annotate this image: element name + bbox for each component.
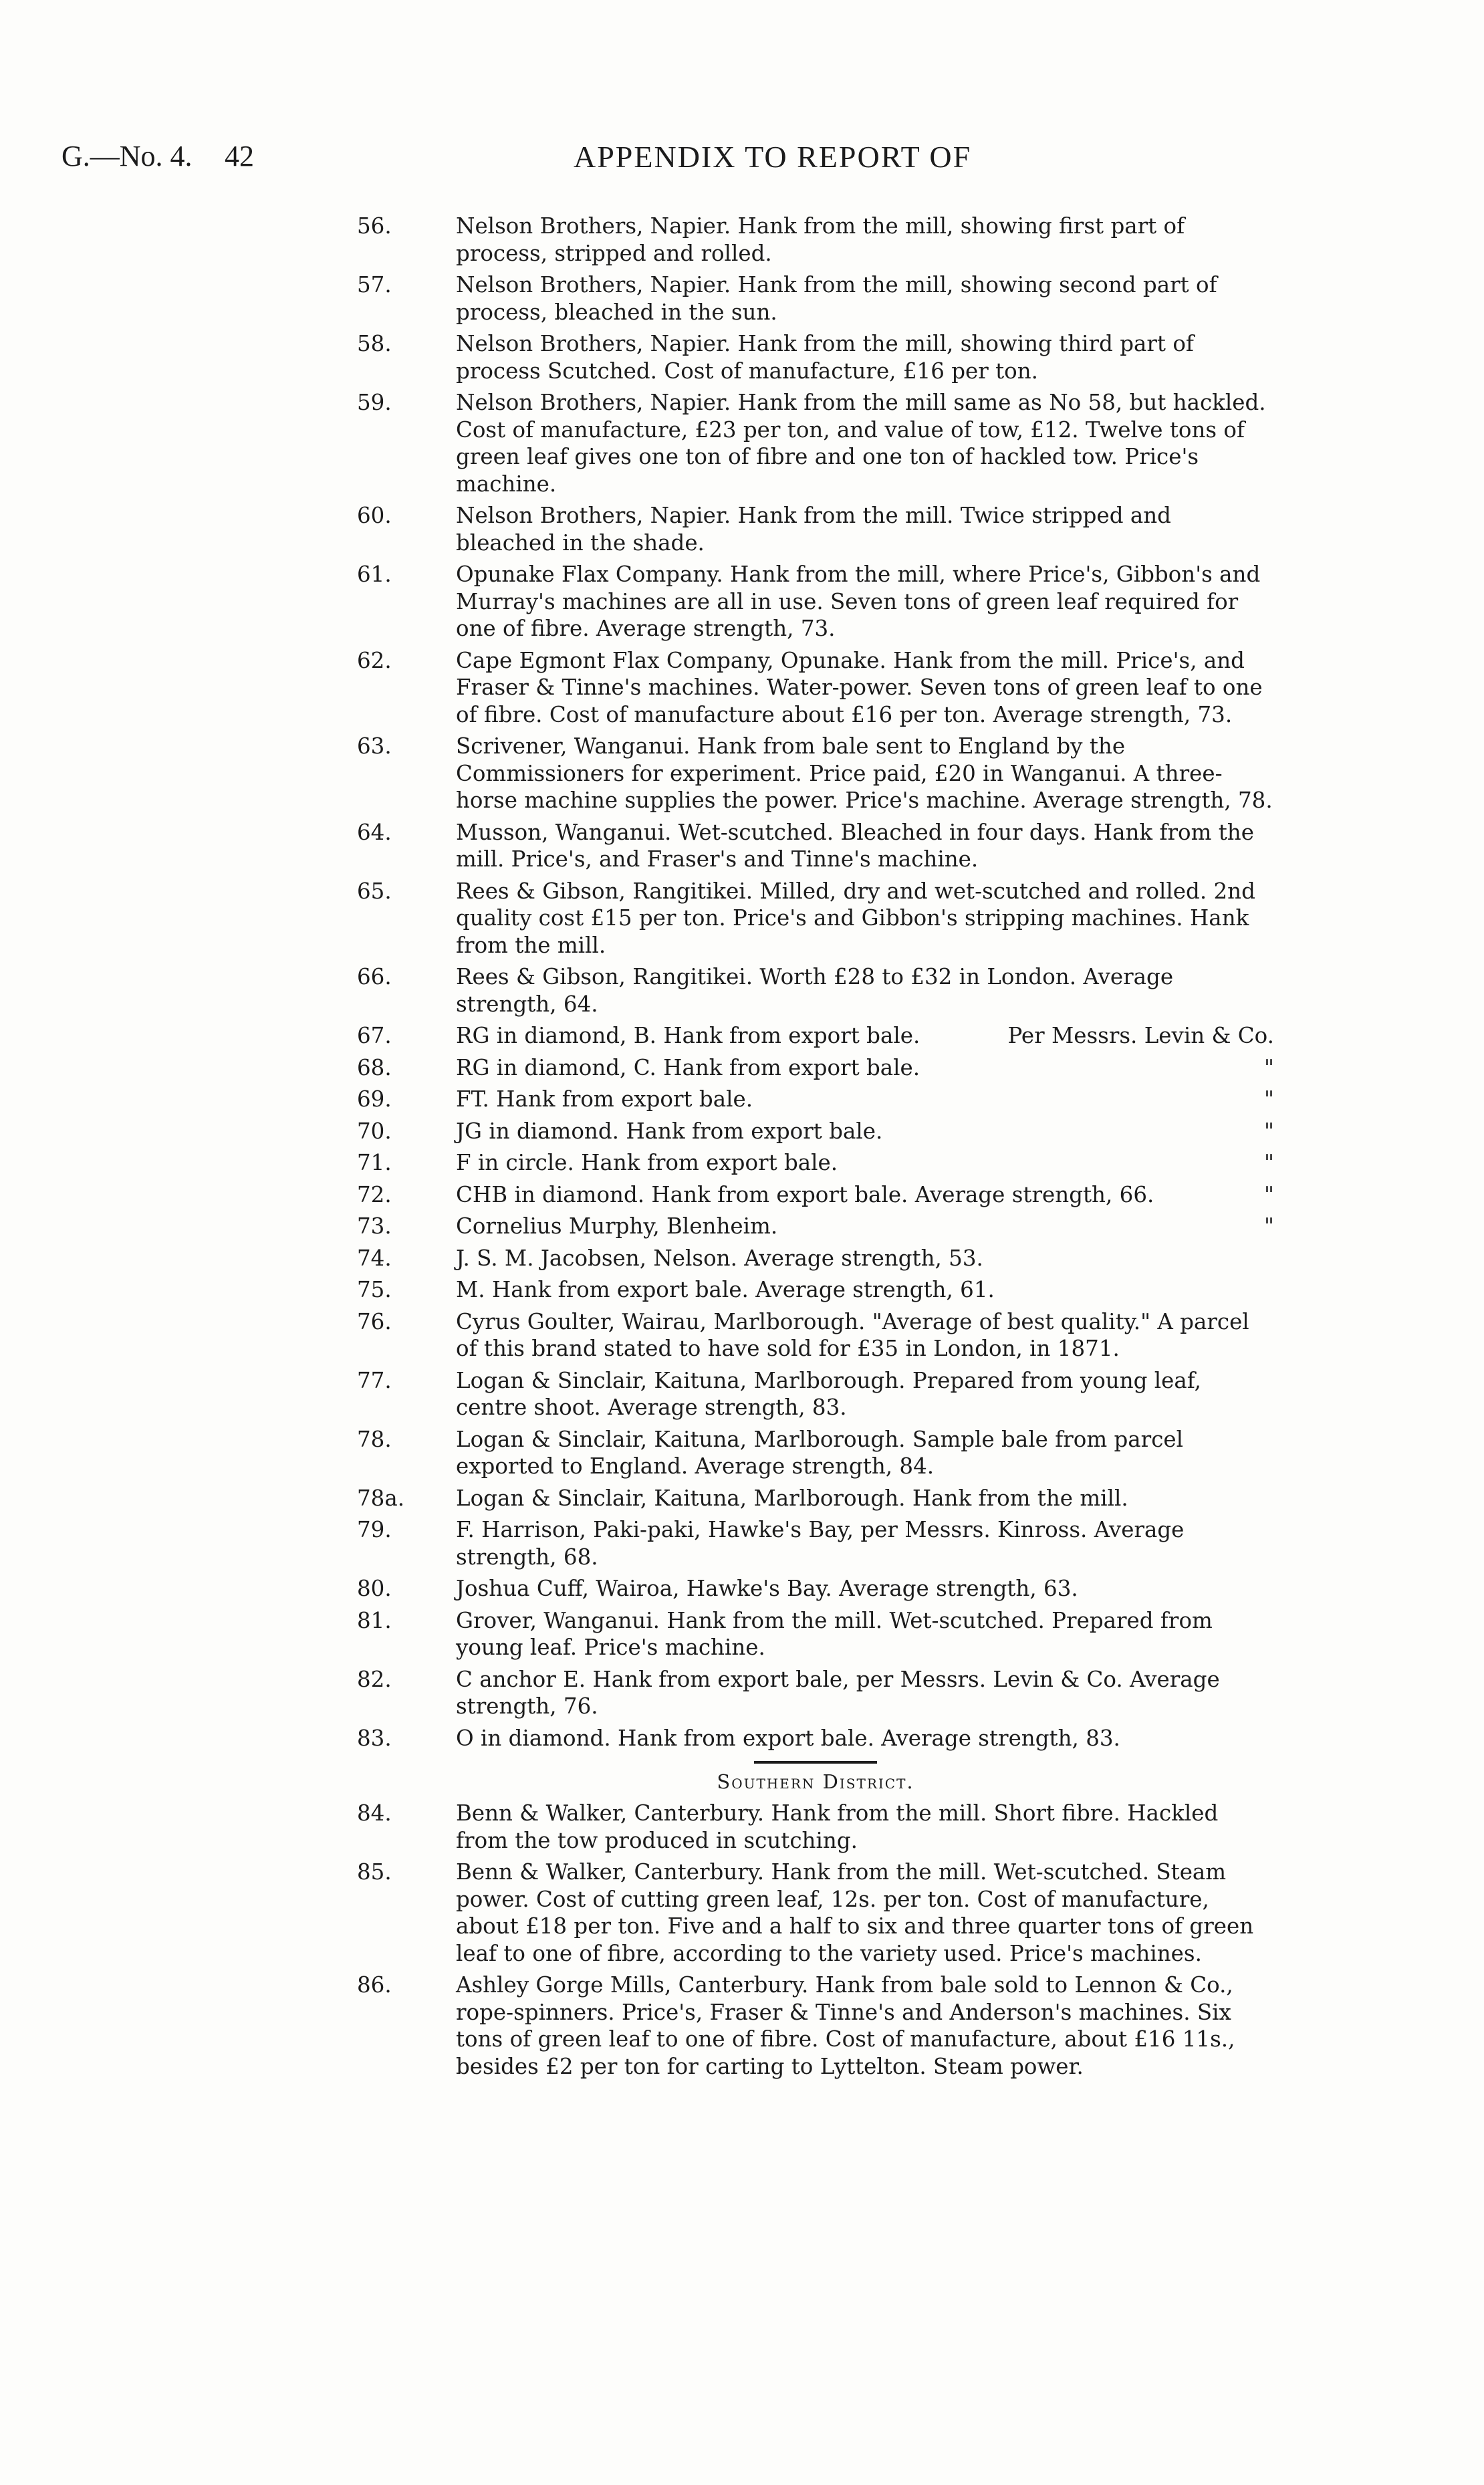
list-item (357, 1367, 1274, 1421)
list-item (357, 1213, 1274, 1240)
item-text: Benn & Walker, Canterbury. Hank from the mill. Short fibre. Hackled from the tow produced in scutching. (456, 1800, 1219, 1853)
item-text: Logan & Sinclair, Kaituna, Marlborough. Sample bale from parcel exported to England. Average strength, 84. (456, 1426, 1184, 1479)
item-text: Nelson Brothers, Napier. Hank from the mill same as No 58, but hackled. Cost of manufacture, £23 per ton, and value of tow, £12. Twelve tons of green leaf gives one ton of fibre and one ton of hackled tow. Price's machine. (456, 390, 1266, 497)
item-number: 64. (357, 819, 392, 845)
list-item (357, 1516, 1274, 1570)
section-divider (754, 1761, 877, 1764)
item-number: 82. (357, 1666, 392, 1692)
item-number: 79. (357, 1517, 392, 1542)
item-text: C anchor E. Hank from export bale, per Messrs. Levin & Co. Average strength, 76. (456, 1666, 1220, 1719)
list-item (357, 1086, 1274, 1113)
section-title: Southern District. (717, 1770, 914, 1793)
list-item (357, 647, 1274, 729)
item-text: FT. Hank from export bale. (456, 1086, 753, 1112)
item-number: 56. (357, 213, 392, 239)
item-number: 73. (357, 1213, 392, 1239)
item-number: 62. (357, 647, 392, 673)
list-item (357, 1149, 1274, 1177)
list-item (357, 1725, 1274, 1752)
list-item (357, 1054, 1274, 1082)
item-number: 72. (357, 1181, 392, 1207)
item-number: 61. (357, 562, 392, 587)
item-text: Scrivener, Wanganui. Hank from bale sent to England by the Commissioners for experiment. Price paid, £20 in Wanganui. A three-horse machine supplies the power. Price's machine. Average strength, 78. (456, 733, 1273, 813)
exhibit-list (357, 213, 1274, 2085)
item-text: F. Harrison, Paki-paki, Hawke's Bay, per Messrs. Kinross. Average strength, 68. (456, 1517, 1185, 1570)
item-text: J. S. M. Jacobsen, Nelson. Average strength, 53. (456, 1245, 983, 1271)
item-number: 80. (357, 1576, 392, 1601)
item-note: " (1264, 1150, 1274, 1175)
item-number: 60. (357, 503, 392, 528)
item-text: Musson, Wanganui. Wet-scutched. Bleached in four days. Hank from the mill. Price's, and Fraser's and Tinne's machine. (456, 819, 1254, 872)
list-item (357, 330, 1274, 384)
item-note: Per Messrs. Levin & Co. (1007, 1023, 1274, 1048)
item-number: 68. (357, 1054, 392, 1080)
list-item (357, 1022, 1274, 1050)
list-item (357, 1118, 1274, 1145)
item-number: 83. (357, 1725, 392, 1751)
list-item (357, 963, 1274, 1018)
item-text: Logan & Sinclair, Kaituna, Marlborough. Hank from the mill. (456, 1485, 1128, 1511)
list-item (357, 1800, 1274, 1854)
item-text: Logan & Sinclair, Kaituna, Marlborough. Prepared from young leaf, centre shoot. Average strength, 83. (456, 1367, 1201, 1420)
item-number: 71. (357, 1150, 392, 1175)
item-text: Cape Egmont Flax Company, Opunake. Hank from the mill. Price's, and Fraser & Tinne's machines. Water-power. Seven tons of green leaf to one of fibre. Cost of manufacture about £16 per ton. Average strength, 73. (456, 647, 1263, 727)
list-item (357, 733, 1274, 814)
entries-southern (357, 1800, 1274, 2080)
item-number: 65. (357, 878, 392, 904)
list-item (357, 1485, 1274, 1512)
list-item (357, 1666, 1274, 1720)
item-text: O in diamond. Hank from export bale. Average strength, 83. (456, 1725, 1120, 1751)
item-number: 63. (357, 733, 392, 759)
item-text: Cornelius Murphy, Blenheim. (456, 1213, 778, 1239)
item-text: Benn & Walker, Canterbury. Hank from the mill. Wet-scutched. Steam power. Cost of cutting green leaf, 12s. per ton. Cost of manufacture, about £18 per ton. Five and a half to six and three quarter tons of green leaf to one of fibre, according to the variety used. Price's machines. (456, 1859, 1254, 1966)
list-item (357, 1859, 1274, 1967)
item-text: RG in diamond, B. Hank from export bale. (456, 1023, 920, 1048)
item-number: 58. (357, 331, 392, 356)
list-item (357, 878, 1274, 959)
item-note: " (1264, 1086, 1274, 1112)
item-number: 85. (357, 1859, 392, 1885)
list-item (357, 1181, 1274, 1209)
item-note: " (1264, 1118, 1274, 1144)
list-item (357, 561, 1274, 642)
item-number: 57. (357, 272, 392, 298)
item-number: 81. (357, 1607, 392, 1633)
item-number: 69. (357, 1086, 392, 1112)
document-reference: G.—No. 4. (61, 140, 193, 172)
item-number: 59. (357, 390, 392, 415)
entries-northern (357, 213, 1274, 1752)
item-text: M. Hank from export bale. Average strength, 61. (456, 1277, 995, 1302)
item-number: 78a. (357, 1485, 405, 1511)
list-item (357, 1276, 1274, 1304)
list-item (357, 389, 1274, 497)
item-number: 78. (357, 1426, 392, 1452)
list-item (357, 1245, 1274, 1272)
item-number: 67. (357, 1023, 392, 1048)
item-number: 77. (357, 1367, 392, 1393)
item-number: 84. (357, 1800, 392, 1826)
item-text: Nelson Brothers, Napier. Hank from the mill, showing first part of process, stripped and rolled. (456, 213, 1185, 266)
list-item (357, 819, 1274, 873)
item-note: " (1264, 1054, 1274, 1080)
item-note: " (1264, 1213, 1274, 1239)
item-text: Grover, Wanganui. Hank from the mill. Wet-scutched. Prepared from young leaf. Price's machine. (456, 1607, 1213, 1660)
item-text: Nelson Brothers, Napier. Hank from the mill, showing third part of process Scutched. Cost of manufacture, £16 per ton. (456, 331, 1194, 384)
item-text: JG in diamond. Hank from export bale. (456, 1118, 883, 1144)
item-number: 70. (357, 1118, 392, 1144)
item-number: 66. (357, 964, 392, 989)
item-text: Ashley Gorge Mills, Canterbury. Hank from bale sold to Lennon & Co., rope-spinners. Price's, Fraser & Tinne's and Anderson's machines. Six tons of green leaf to one of fibre. Cost of manufacture, about £16 11s., besides £2 per ton for carting to Lyttelton. Steam power. (456, 1972, 1235, 2079)
item-text: Rees & Gibson, Rangitikei. Milled, dry and wet-scutched and rolled. 2nd quality cost £15 per ton. Price's and Gibbon's stripping machines. Hank from the mill. (456, 878, 1255, 958)
item-number: 76. (357, 1308, 392, 1334)
item-note: " (1264, 1181, 1274, 1207)
item-text: Joshua Cuff, Wairoa, Hawke's Bay. Average strength, 63. (456, 1576, 1078, 1601)
item-number: 75. (357, 1277, 392, 1302)
item-text: Nelson Brothers, Napier. Hank from the mill, showing second part of process, bleached in the sun. (456, 272, 1217, 325)
list-item (357, 213, 1274, 267)
list-item (357, 1575, 1274, 1603)
item-text: RG in diamond, C. Hank from export bale. (456, 1054, 920, 1080)
running-title: APPENDIX TO REPORT OF (574, 140, 972, 174)
list-item (357, 1308, 1274, 1363)
list-item (357, 271, 1274, 326)
item-number: 86. (357, 1972, 392, 1998)
item-text: Rees & Gibson, Rangitikei. Worth £28 to £32 in London. Average strength, 64. (456, 964, 1174, 1017)
item-number: 74. (357, 1245, 392, 1271)
page-header (0, 139, 1484, 186)
list-item (357, 1972, 1274, 2080)
item-text: Nelson Brothers, Napier. Hank from the mill. Twice stripped and bleached in the shade. (456, 503, 1171, 556)
item-text: CHB in diamond. Hank from export bale. Average strength, 66. (456, 1181, 1154, 1207)
list-item (357, 1426, 1274, 1480)
page-number: 42 (225, 140, 254, 172)
item-text: Opunake Flax Company. Hank from the mill, where Price's, Gibbon's and Murray's machines are all in use. Seven tons of green leaf required for one of fibre. Average strength, 73. (456, 562, 1261, 641)
list-item (357, 1607, 1274, 1661)
list-item (357, 502, 1274, 556)
item-text: F in circle. Hank from export bale. (456, 1150, 838, 1175)
item-text: Cyrus Goulter, Wairau, Marlborough. "Average of best quality." A parcel of this brand stated to have sold for £35 in London, in 1871. (456, 1308, 1249, 1361)
